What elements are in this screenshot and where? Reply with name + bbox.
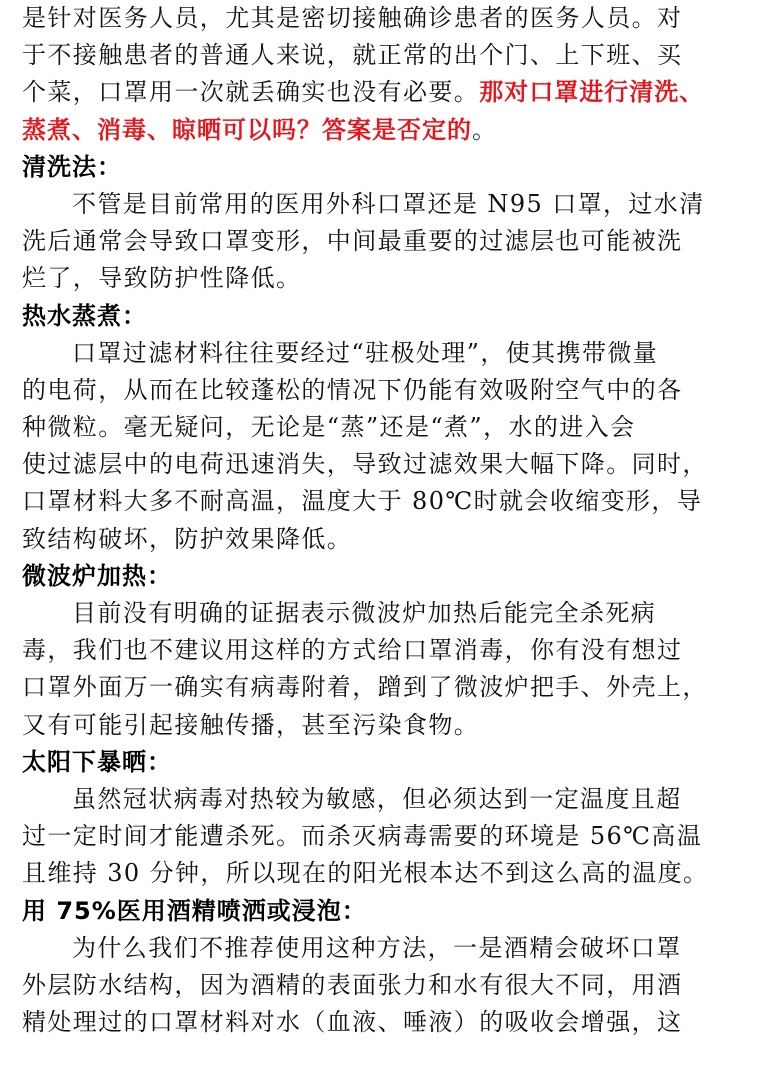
text-line: 精处理过的口罩材料对水（血液、唾液）的吸收会增强，这 <box>22 1008 683 1037</box>
text-line: 虽然冠状病毒对热较为敏感，但必须达到一定温度且超 <box>72 784 682 813</box>
text-line: 致结构破坏，防护效果降低。 <box>22 524 353 553</box>
text-line: 口罩外面万一确实有病毒附着，蹭到了微波炉把手、外壳上， <box>22 673 708 702</box>
text-line: 且维持 30 分钟，所以现在的阳光根本达不到这么高的温度。 <box>22 859 709 888</box>
text-line <box>22 74 742 111</box>
section-heading: 用 75%医用酒精喷洒或浸泡： <box>22 896 367 925</box>
text-line: 烂了，导致防护性降低。 <box>22 264 302 293</box>
text-line: 于不接触患者的普通人来说，就正常的出个门、上下班、买 <box>22 41 683 70</box>
text-line: 种微粒。毫无疑问，无论是“蒸”还是“煮”，水的进入会 <box>22 413 636 442</box>
text-line: 口罩材料大多不耐高温，温度大于 80℃时就会收缩变形，导 <box>22 487 703 516</box>
section-heading: 微波炉加热： <box>22 561 172 590</box>
section-steaming <box>22 298 742 558</box>
section-microwave <box>22 558 742 744</box>
section-heading: 太阳下暴晒： <box>22 747 172 776</box>
section-alcohol <box>22 893 742 1042</box>
text-line <box>22 112 742 149</box>
section-washing <box>22 149 742 298</box>
section-sun-exposure <box>22 744 742 893</box>
text-segment: 个菜，口罩用一次就丢确实也没有必要。 <box>22 78 480 107</box>
text-line: 洗后通常会导致口罩变形，中间最重要的过滤层也可能被洗 <box>22 227 683 256</box>
text-line: 是针对医务人员，尤其是密切接触确诊患者的医务人员。对 <box>22 4 683 32</box>
section-heading: 热水蒸煮： <box>22 301 147 330</box>
text-line: 目前没有明确的证据表示微波炉加热后能完全杀死病 <box>72 599 657 627</box>
text-line: 口罩过滤材料往往要经过“驻极处理”，使其携带微量 <box>72 338 659 367</box>
highlight-text: 那对口罩进行清洗、 <box>479 78 705 107</box>
text-line: 的电荷，从而在比较蓬松的情况下仍能有效吸附空气中的各 <box>22 375 683 404</box>
text-line: 又有可能引起接触传播，甚至污染食物。 <box>22 710 480 739</box>
intro-paragraph <box>22 0 742 149</box>
text-line: 外层防水结构，因为酒精的表面张力和水有很大不同，用酒 <box>22 970 683 999</box>
text-line: 不管是目前常用的医用外科口罩还是 N95 口罩，过水清 <box>72 189 705 218</box>
text-line: 过一定时间才能遭杀死。而杀灭病毒需要的环境是 56℃高温 <box>22 822 703 851</box>
text-line: 使过滤层中的电荷迅速消失，导致过滤效果大幅下降。同时， <box>22 450 708 479</box>
highlight-text: 蒸煮、消毒、晾晒可以吗？答案是否定的 <box>22 115 472 144</box>
text-line: 为什么我们不推荐使用这种方法，一是酒精会破坏口罩 <box>72 933 682 962</box>
section-heading: 清洗法： <box>22 152 122 181</box>
text-line: 毒，我们也不建议用这样的方式给口罩消毒，你有没有想过 <box>22 636 683 665</box>
text-segment: 。 <box>472 115 498 144</box>
document-page <box>22 0 742 1041</box>
